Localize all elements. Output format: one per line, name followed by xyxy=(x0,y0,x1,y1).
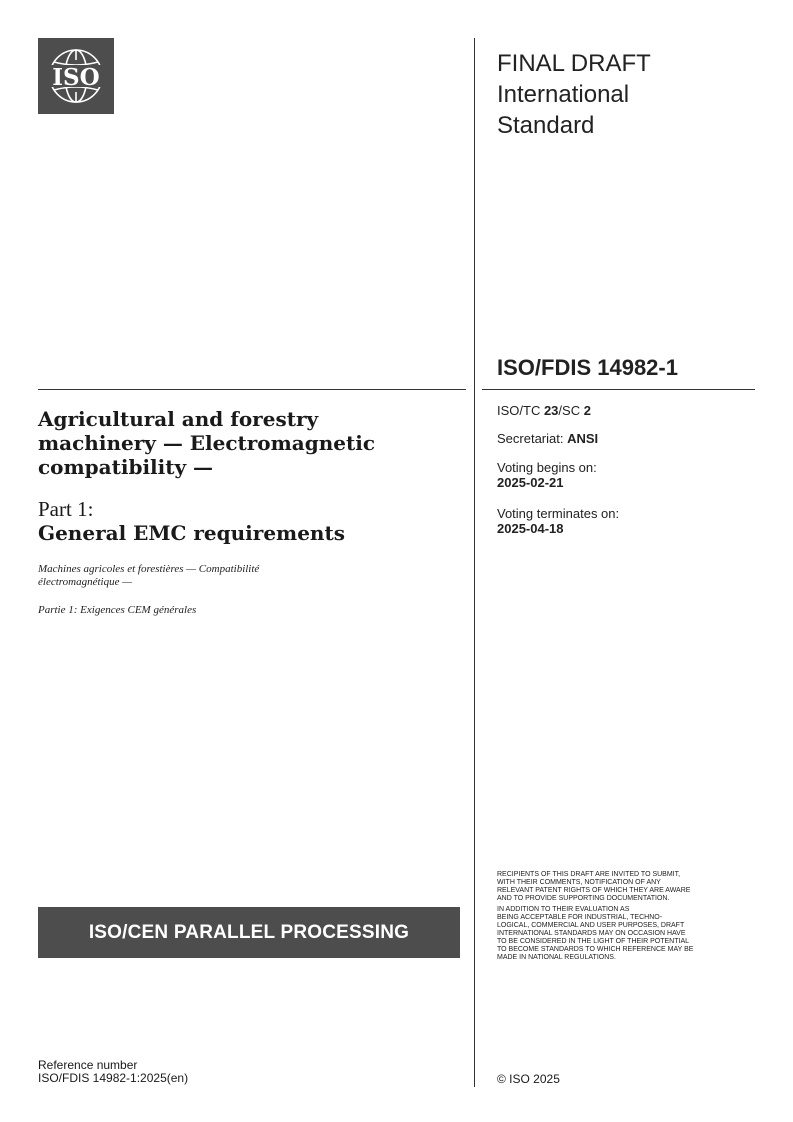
notice-line: WITH THEIR COMMENTS, NOTIFICATION OF ANY xyxy=(497,879,661,886)
iso-globe-icon xyxy=(38,38,114,114)
notice-line: TO BECOME STANDARDS TO WHICH REFERENCE MAY BE xyxy=(497,946,694,953)
main-title-line-2: machinery — Electromagnetic xyxy=(38,431,376,455)
copyright-notice: © ISO 2025 xyxy=(497,1072,560,1086)
title-divider-right xyxy=(482,389,755,390)
voting-terminates-label: Voting terminates on: xyxy=(497,506,620,521)
notice-line: BEING ACCEPTABLE FOR INDUSTRIAL, TECHNO- xyxy=(497,914,663,921)
draft-notice xyxy=(497,871,755,965)
notice-line: IN ADDITION TO THEIR EVALUATION AS xyxy=(497,906,630,913)
committee-prefix: ISO/TC xyxy=(497,403,544,418)
main-title-line-3: compatibility — xyxy=(38,455,214,479)
voting-terminates-date: 2025-04-18 xyxy=(497,521,564,536)
french-title xyxy=(38,563,368,589)
notice-line: INTERNATIONAL STANDARDS MAY ON OCCASION HAVE xyxy=(497,930,686,937)
french-part-title: Partie 1: Exigences CEM générales xyxy=(38,604,197,616)
column-divider xyxy=(474,38,475,1087)
french-title-line-2: électromagnétique — xyxy=(38,576,132,588)
reference-number-value: ISO/FDIS 14982-1:2025(en) xyxy=(38,1071,189,1085)
main-title-line-1: Agricultural and forestry xyxy=(38,407,319,431)
committee-tc-number: 23 xyxy=(543,403,559,418)
status-line-2: International xyxy=(497,81,630,108)
secretariat-value: ANSI xyxy=(567,431,599,446)
iso-logo-text: ISO xyxy=(52,64,100,91)
reference-number-label: Reference number xyxy=(38,1058,138,1072)
committee-reference xyxy=(497,403,591,418)
notice-line: TO BE CONSIDERED IN THE LIGHT OF THEIR POTENTIAL xyxy=(497,938,690,945)
secretariat-label: Secretariat: xyxy=(497,431,568,446)
voting-terminates xyxy=(497,506,619,536)
notice-paragraph-1 xyxy=(497,871,755,903)
part-label: Part 1: xyxy=(38,497,94,521)
iso-logo xyxy=(38,38,114,114)
french-title-line-1: Machines agricoles et forestières — Compatibilité xyxy=(38,563,260,575)
voting-begins xyxy=(497,460,597,490)
notice-line: MADE IN NATIONAL REGULATIONS. xyxy=(497,954,616,961)
main-title xyxy=(38,407,438,479)
status-line-1: FINAL DRAFT xyxy=(497,50,651,77)
notice-line: RELEVANT PATENT RIGHTS OF WHICH THEY ARE AWARE xyxy=(497,887,691,894)
voting-begins-label: Voting begins on: xyxy=(497,460,597,475)
committee-mid: /SC xyxy=(558,403,584,418)
committee-sc-number: 2 xyxy=(583,403,591,418)
parallel-processing-banner: ISO/CEN PARALLEL PROCESSING xyxy=(38,907,460,958)
voting-begins-date: 2025-02-21 xyxy=(497,475,564,490)
document-status xyxy=(497,48,757,141)
notice-line: RECIPIENTS OF THIS DRAFT ARE INVITED TO SUBMIT, xyxy=(497,871,681,878)
document-number: ISO/FDIS 14982-1 xyxy=(497,355,678,380)
notice-line: LOGICAL, COMMERCIAL AND USER PURPOSES, DRAFT xyxy=(497,922,685,929)
notice-paragraph-2 xyxy=(497,906,755,962)
part-title: General EMC requirements xyxy=(38,521,345,545)
status-line-3: Standard xyxy=(497,112,595,139)
secretariat xyxy=(497,431,598,446)
title-divider-left xyxy=(38,389,466,390)
notice-line: AND TO PROVIDE SUPPORTING DOCUMENTATION. xyxy=(497,895,670,902)
